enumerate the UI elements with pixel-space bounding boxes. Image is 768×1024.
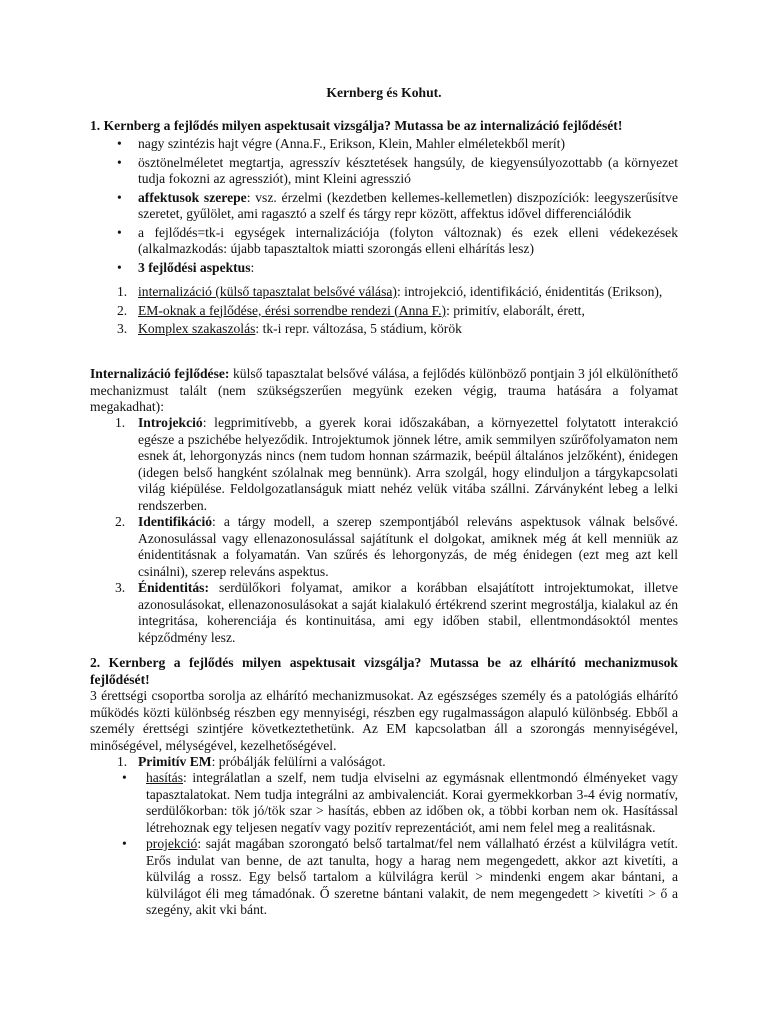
paragraph-text: külső tapasztalat belsővé válása, a fejlődés különböző pontjain 3 jól elkülöníthető mechanizmust talált (nem szükségszerűen megyünk ezeken végig, trauma hatására a folyamat megakadhat): [90, 366, 679, 414]
list-item [90, 415, 678, 514]
list-item-text: serdülőkori folyamat, amikor a korábban elsajátított introjektumokat, illetve azonosulásokat, ellenazonosulásokat a saját kialakuló értékrend szerint megrostálja, kialakul az én integritása, koherenciája és kontinuitása, ami egy időben stabil, ellentmondásoktól mentes képződmény lesz. [138, 580, 678, 645]
list-number: 1. [115, 415, 126, 430]
bullet-icon: • [117, 136, 122, 151]
list-item-text: a fejlődés=tk-i egységek internalizációja (folyton változnak) és ezek elleni védekezések (alkalmazkodás: újabb tapasztaltok miatti szorongás elleni elhárítás lesz) [138, 224, 678, 256]
list-item-text: : saját magában szorongató belső tartalmat/fel nem vállalható érzést a külvilágra vetít. Erős indulat van benne, de azt tanulta, hogy a harag nem megengedett, akkor azt kivetíti, a külvilág a rossz. Egy belső tartalom a külvilágra kerül > mindenki engem akar bántani, a külvilágot éli meg támadónak. Ő szeretne bántani valakit, de nem megengedett > kivetíti > ő a szegény, akit vki bánt. [146, 836, 678, 917]
list-item-text: : legprimitívebb, a gyerek korai időszakában, a környezettel folytatott interakció egésze a pszichébe helyeződik. Introjektumok jönnek létre, amik semmilyen szűrőfolyamaton nem esnek át, lehorgonyzás nincs (nem tudom honnan származik, beépül általános jelzőként), énidegen (idegen belső hangként szólalnak meg bennünk). Arra szolgál, hogy elinduljon a tárgykapcsolati világ kiépülése. Feldolgozatlanságuk miatt nehéz velük vitába szállni. Zárványként lebeg a lelki rendszerben. [138, 415, 678, 513]
list-item-bold: Énidentitás: [138, 580, 210, 595]
list-number: 3. [115, 580, 126, 595]
question-2-heading: 2. Kernberg a fejlődés milyen aspektusait vizsgálja? Mutassa be az elhárító mechanizmusok fejlődését! [90, 655, 678, 687]
list-item-text: : vsz. érzelmi (kezdetben kellemes-kellemetlen) diszpozíciók: leegyszerűsítve szeretet, gyűlölet, ami ragasztó a szelf és tárgy repr között, affektus idővel differenciálódik [138, 189, 678, 221]
list-item-bold: Identifikáció [138, 514, 213, 529]
bullet-list-2 [90, 770, 678, 919]
bullet-icon: • [122, 770, 127, 785]
list-item-underlined: projekció [146, 836, 198, 851]
bullet-icon: • [117, 259, 122, 275]
list-item-bold: Introjekció [138, 415, 203, 430]
numbered-list-2 [90, 415, 678, 646]
document-title: Kernberg és Kohut. [326, 85, 442, 100]
list-number: 1. [117, 754, 128, 769]
list-item-text: nagy szintézis hajt végre (Anna.F., Erikson, Klein, Mahler elméletekből merít) [138, 136, 565, 151]
list-item-text: : próbálják felülírni a valóságot. [211, 754, 386, 769]
list-item [90, 321, 678, 338]
bullet-list-1 [90, 136, 678, 278]
bullet-icon: • [122, 836, 127, 851]
list-item [90, 754, 678, 771]
internalization-paragraph [90, 366, 678, 416]
list-number: 2. [117, 302, 128, 318]
list-item [90, 284, 678, 301]
list-item-underlined: internalizáció (külső tapasztalat belsővé válása) [138, 284, 397, 299]
list-item-text: : primitív, elaborált, érett, [446, 302, 585, 318]
list-item [90, 303, 678, 320]
list-item [90, 580, 678, 646]
bullet-icon: • [117, 189, 122, 205]
list-item-underlined: Komplex szakaszolás [138, 321, 256, 336]
list-item-text: : integrálatlan a szelf, nem tudja elviselni az egymásnak ellentmondó élményeket vagy tapasztalatokat. Nem tudja integrálni az ambivalenciát. Korai gyermekkorban 3-4 évig normatív, serdülőkorban: tök jó/tök szar > hasítás, ebben az időben ok, a többi korban nem ok. Hasítással létrehoznak egy teljesen negatív vagy pozitív reprezentációt, ami nem felel meg a realitásnak. [146, 770, 678, 835]
numbered-list-1 [90, 284, 678, 340]
list-item [90, 260, 678, 277]
paragraph-bold: Internalizáció fejlődése: [90, 366, 230, 381]
list-item-bold: affektusok szerepe [138, 189, 247, 205]
list-number: 2. [115, 514, 126, 529]
list-item [90, 155, 678, 188]
list-item [90, 190, 678, 223]
list-item-underlined: hasítás [146, 770, 183, 785]
list-item-underlined: EM-oknak a fejlődése, érési sorrendbe rendezi (Anna F.) [138, 302, 447, 318]
list-item [90, 225, 678, 258]
list-item-text: ösztönelméletet megtartja, agresszív késztetések hangsúly, de kiegyensúlyozottabb (a környezet tudja fokozni az agressziót), mint Kleini agresszió [138, 154, 678, 186]
bullet-icon: • [117, 154, 122, 170]
bullet-icon: • [117, 224, 122, 240]
list-item [90, 836, 678, 919]
list-item-text: : a tárgy modell, a szerep szempontjából releváns aspektusok válnak belsővé. Azonosulással vagy ellenazonosulással sajátítunk el dolgokat, amiknek még át kell menniük az énidentitásnak a folyamatán. Van szűrés és lehorgonyzás, de még énidegen (ezt meg azt kell csinálni), szerep releváns aspektus. [138, 514, 678, 579]
list-item [90, 770, 678, 836]
list-item [90, 514, 678, 580]
list-item-text: : tk-i repr. változása, 5 stádium, körök [255, 321, 462, 336]
defense-mechanisms-paragraph: 3 érettségi csoportba sorolja az elhárító mechanizmusokat. Az egészséges személy és a patológiás elhárító működés közti különbség részben egy mennyiségi, részben egy rugalmasságon alapuló különbség. Ebből a személy érettségi szintjére következtethetünk. Az EM kapcsolatban áll a szorongás mennyiségével, minőségével, mélységével, kezelhetőségével. [90, 688, 678, 753]
list-item-text: : [250, 259, 255, 275]
list-item-text: : introjekció, identifikáció, énidentitás (Erikson), [396, 284, 663, 299]
list-item [90, 136, 678, 153]
list-number: 1. [117, 284, 128, 299]
list-item-bold: 3 fejlődési aspektus [138, 259, 251, 275]
list-item-bold: Primitív EM [138, 754, 212, 769]
question-1-heading: 1. Kernberg a fejlődés milyen aspektusait vizsgálja? Mutassa be az internalizáció fejlődését! [90, 118, 623, 133]
list-number: 3. [117, 321, 128, 336]
